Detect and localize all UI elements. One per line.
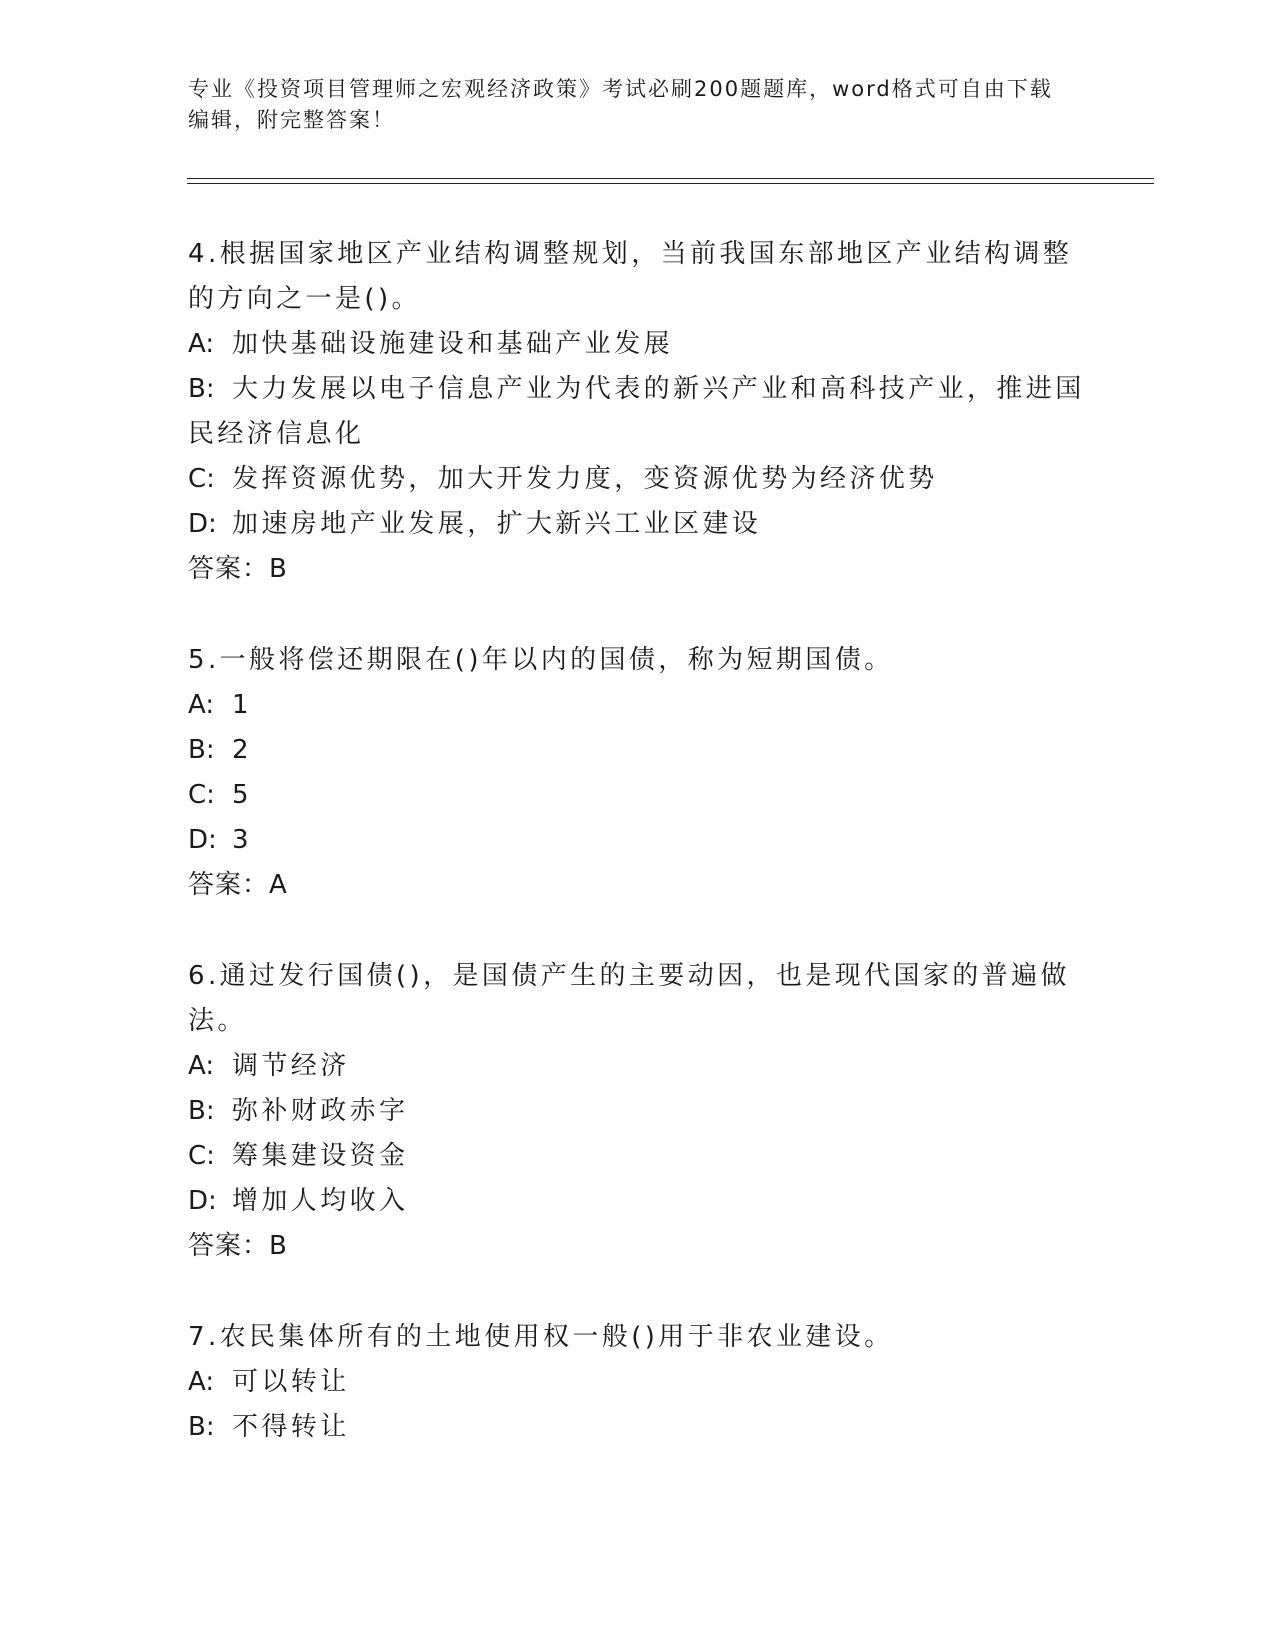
option-text: 弥补财政赤字 xyxy=(232,1096,409,1126)
question-list xyxy=(188,232,1088,1496)
question-5 xyxy=(188,638,1088,908)
option-b xyxy=(188,1089,1088,1134)
option-key: D: xyxy=(188,825,217,855)
option-b xyxy=(188,1405,1088,1450)
option-key: A: xyxy=(188,1051,215,1081)
option-c xyxy=(188,1134,1088,1179)
question-7 xyxy=(188,1315,1088,1450)
header-divider-bottom xyxy=(187,183,1154,184)
option-c xyxy=(188,457,1088,502)
header-divider-top xyxy=(187,178,1154,179)
option-c xyxy=(188,773,1088,818)
option-text: 增加人均收入 xyxy=(232,1186,409,1216)
answer-line: 答案：B xyxy=(188,554,288,584)
document-title: 专业《投资项目管理师之宏观经济政策》考试必刷200题题库，word格式可自由下载编辑，附完整答案！ xyxy=(188,77,1053,132)
option-text: 2 xyxy=(232,735,252,765)
option-key: B: xyxy=(188,1412,215,1442)
answer-line: 答案：B xyxy=(188,1231,288,1261)
option-key: C: xyxy=(188,780,215,810)
option-text: 3 xyxy=(232,825,252,855)
option-a xyxy=(188,322,1088,367)
option-a xyxy=(188,683,1088,728)
option-key: C: xyxy=(188,464,215,494)
question-text: 7.农民集体所有的土地使用权一般()用于非农业建设。 xyxy=(188,1322,894,1352)
document-header xyxy=(188,74,1068,136)
question-4 xyxy=(188,232,1088,592)
question-text: 6.通过发行国债()，是国债产生的主要动因，也是现代国家的普遍做法。 xyxy=(188,961,1070,1036)
option-d xyxy=(188,502,1088,547)
option-d xyxy=(188,818,1088,863)
option-key: A: xyxy=(188,1367,215,1397)
option-key: B: xyxy=(188,735,215,765)
option-key: A: xyxy=(188,690,215,720)
option-text: 可以转让 xyxy=(232,1367,350,1397)
option-b xyxy=(188,367,1088,457)
question-text: 4.根据国家地区产业结构调整规划，当前我国东部地区产业结构调整的方向之一是()。 xyxy=(188,239,1073,314)
option-text: 加快基础设施建设和基础产业发展 xyxy=(232,329,674,359)
option-text: 发挥资源优势，加大开发力度，变资源优势为经济优势 xyxy=(232,464,938,494)
question-text: 5.一般将偿还期限在()年以内的国债，称为短期国债。 xyxy=(188,645,894,675)
option-d xyxy=(188,1179,1088,1224)
question-6 xyxy=(188,954,1088,1269)
option-key: D: xyxy=(188,509,217,539)
answer-line: 答案：A xyxy=(188,870,288,900)
option-text: 5 xyxy=(232,780,252,810)
option-key: A: xyxy=(188,329,215,359)
option-key: B: xyxy=(188,1096,215,1126)
option-text: 加速房地产业发展，扩大新兴工业区建设 xyxy=(232,509,762,539)
option-a xyxy=(188,1044,1088,1089)
option-b xyxy=(188,728,1088,773)
option-text: 不得转让 xyxy=(232,1412,350,1442)
option-key: C: xyxy=(188,1141,215,1171)
option-key: B: xyxy=(188,374,215,404)
option-a xyxy=(188,1360,1088,1405)
option-key: D: xyxy=(188,1186,217,1216)
option-text: 大力发展以电子信息产业为代表的新兴产业和高科技产业，推进国民经济信息化 xyxy=(188,374,1085,449)
option-text: 1 xyxy=(232,690,252,720)
option-text: 调节经济 xyxy=(232,1051,350,1081)
option-text: 筹集建设资金 xyxy=(232,1141,409,1171)
